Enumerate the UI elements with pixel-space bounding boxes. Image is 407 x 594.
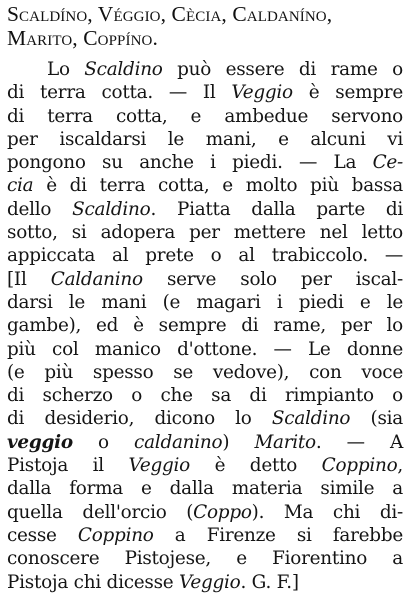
- text-run: Lo: [47, 59, 85, 80]
- text-run: serve solo per iscal-: [142, 268, 403, 290]
- text-line: [7, 524, 403, 547]
- text-line: [7, 547, 403, 570]
- text-run: . — A: [315, 431, 403, 453]
- text-line: [7, 571, 403, 594]
- italic-term: cia: [7, 175, 34, 197]
- text-line: [7, 81, 403, 104]
- text-line: [7, 431, 403, 454]
- text-run: dalla forma e dalla materia simile a: [7, 478, 403, 500]
- italic-term: Scaldino: [84, 59, 163, 80]
- text-run: darsi le mani (e magari i piedi e le: [7, 291, 403, 313]
- text-run: è detto: [190, 455, 322, 477]
- text-run: o: [72, 431, 135, 453]
- italic-term: Scaldino: [72, 198, 151, 220]
- italic-term: Veggio: [178, 571, 241, 593]
- entry-heading-line-1: Scaldíno, Véggio, Cècia, Caldaníno,: [7, 2, 333, 26]
- text-line: [7, 58, 403, 81]
- text-run: ): [222, 431, 255, 453]
- text-run: . Piatta dalla parte di: [150, 198, 403, 220]
- text-run: è sempre: [292, 82, 403, 104]
- italic-term: Ce-: [372, 152, 403, 174]
- text-line: [7, 198, 403, 221]
- text-run: di desiderio, dicono lo: [7, 408, 272, 430]
- text-run: pongono su anche i piedi. — La: [7, 152, 373, 174]
- text-run: sotto, si adopera per mettere nel letto: [7, 222, 403, 244]
- italic-term: caldanino: [134, 431, 223, 453]
- text-line: [7, 128, 403, 151]
- italic-term: Marito: [254, 431, 316, 453]
- text-run: appiccata al prete o al trabiccolo. —: [7, 245, 403, 267]
- italic-term: Coppino: [77, 524, 154, 546]
- italic-term: Caldanino: [50, 268, 143, 290]
- text-run: Pistoja chi dicesse: [7, 571, 179, 593]
- text-run: a Firenze si farebbe: [153, 524, 403, 546]
- text-run: (sia: [350, 408, 403, 430]
- italic-term: Scaldino: [271, 408, 351, 430]
- italic-term: Veggio: [231, 82, 293, 104]
- text-run: di terra cotta. — Il: [7, 82, 232, 104]
- text-run: conoscere Pistojese, e Fiorentino a: [7, 548, 403, 570]
- text-run: ). Ma chi di-: [251, 501, 403, 523]
- text-run: Pistoja il: [7, 455, 129, 477]
- text-run: [Il: [7, 268, 51, 290]
- italic-term: Veggio: [128, 455, 190, 477]
- text-line: [7, 221, 403, 244]
- text-run: gambe), ed è sempre di rame, per lo: [7, 315, 403, 337]
- text-line: [7, 407, 403, 430]
- text-line: [7, 105, 403, 128]
- text-line: [7, 361, 403, 384]
- text-run: dello: [7, 198, 73, 220]
- text-run: per iscaldarsi le mani, e alcuni vi: [7, 128, 403, 150]
- text-run: cesse: [7, 524, 78, 546]
- text-line: [7, 244, 403, 267]
- text-line: [7, 151, 403, 174]
- text-run: (e più spesso se vedove), con voce: [7, 361, 403, 383]
- text-run: . G. F.]: [240, 571, 299, 593]
- text-line: [7, 384, 403, 407]
- entry-heading-line-2: Marito, Coppíno.: [7, 26, 158, 50]
- text-line: [7, 174, 403, 197]
- text-run: può essere di rame o: [162, 59, 403, 80]
- text-run: di scherzo o che sa di rimpianto o: [7, 385, 403, 407]
- text-line: [7, 268, 403, 291]
- text-run: più col manico d'ottone. — Le donne: [7, 338, 403, 360]
- text-run: è di terra cotta, e molto più bassa: [33, 175, 403, 197]
- italic-term: veggio: [7, 431, 73, 453]
- text-line: [7, 291, 403, 314]
- text-run: ,: [397, 455, 404, 477]
- text-run: quella dell'orcio (: [7, 501, 194, 523]
- entry-paragraph: [7, 58, 403, 594]
- entry-heading: [7, 2, 403, 50]
- text-line: [7, 314, 403, 337]
- text-line: [7, 477, 403, 500]
- italic-term: Coppo: [193, 501, 252, 523]
- italic-term: Coppino: [321, 455, 398, 477]
- text-line: [7, 338, 403, 361]
- text-line: [7, 501, 403, 524]
- text-run: di terra cotta, e ambedue servono: [7, 105, 403, 127]
- text-line: [7, 454, 403, 477]
